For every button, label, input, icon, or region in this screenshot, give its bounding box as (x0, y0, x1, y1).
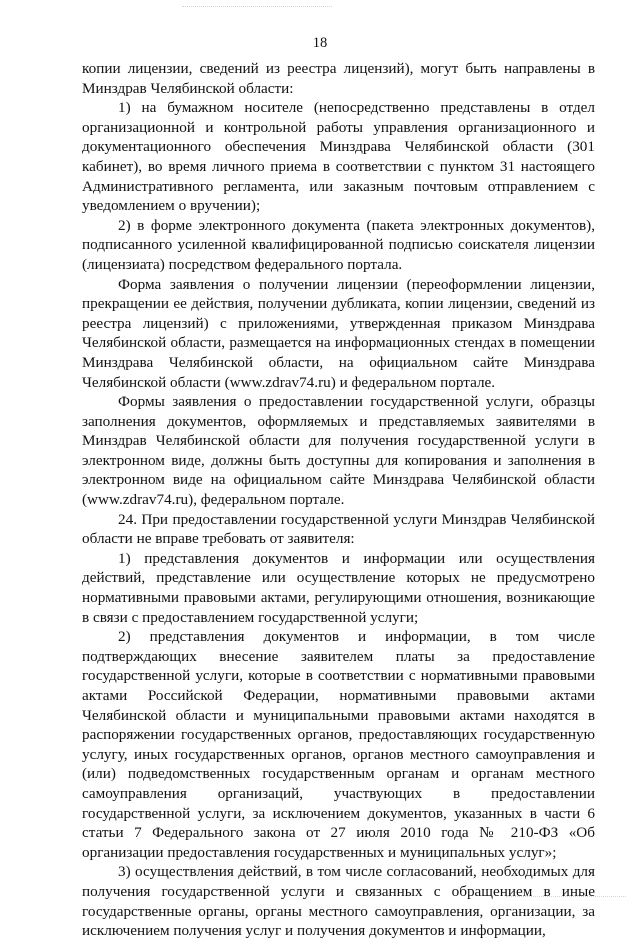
page-number: 18 (312, 35, 328, 51)
scan-artifact-bottom (506, 896, 626, 899)
paragraph-3: 2) в форме электронного документа (пакета электронных документов), подписанного усиленной квалифицированной подписью соискателя лицензии (лицензиата) посредством федерального портала. (82, 216, 595, 273)
document-body (82, 59, 595, 941)
paragraph-8: 2) представления документов и информации, в том числе подтверждающих внесение заявителем платы за предоставление государственной услуги, которые в соответствии с нормативными правовыми актами Российской Федерации, нормативными правовыми актами Челябинской области и муниципальными правовыми актами находятся в распоряжении государственных органов, предоставляющих государственную услугу, иных государственных органов, органов местного самоуправления и (или) подведомственных государственным органам и органам местного самоуправления организаций, участвующих в предоставлении государственной услуги, за исключением документов, указанных в части 6 статьи 7 Федерального закона от 27 июля 2010 года № 210-ФЗ «Об организации предоставления государственных и муниципальных услуг»; (82, 628, 595, 861)
scan-artifact-top (182, 6, 332, 9)
paragraph-9: 3) осуществления действий, в том числе согласований, необходимых для получения государственной услуги и связанных с обращением в иные государственные органы, органы местного самоуправления, организации, за исключением получения услуг и получения документов и информации, (82, 863, 595, 940)
paragraph-2: 1) на бумажном носителе (непосредственно представлены в отдел организационной и контрольной работы управления организационного и документационного обеспечения Минздрава Челябинской области (301 кабинет), во время личного приема в соответствии с пунктом 31 настоящего Административного регламента, или заказным почтовым отправлением с уведомлением о вручении); (82, 99, 595, 215)
paragraph-4: Форма заявления о получении лицензии (переоформлении лицензии, прекращении ее действия, получении дубликата, копии лицензии, сведений из реестра лицензий) с приложениями, утвержденная приказом Минздрава Челябинской области, размещается на информационных стендах в помещении Минздрава Челябинской области, на официальном сайте Минздрава Челябинской области (www.zdrav74.ru) и федеральном портале. (82, 275, 595, 391)
paragraph-5: Формы заявления о предоставлении государственной услуги, образцы заполнения документов, оформляемых и представляемых заявителями в Минздрав Челябинской области для получения государственной услуги в электронном виде, должны быть доступны для копирования и заполнения в электронном виде на официальном сайте Минздрава Челябинской области (www.zdrav74.ru), федеральном портале. (82, 393, 595, 509)
paragraph-7: 1) представления документов и информации или осуществления действий, представление или осуществление которых не предусмотрено нормативными правовыми актами, регулирующими отношения, возникающие в связи с предоставлением государственной услуги; (82, 549, 595, 626)
paragraph-6: 24. При предоставлении государственной услуги Минздрав Челябинской области не вправе требовать от заявителя: (82, 510, 595, 548)
paragraph-1: копии лицензии, сведений из реестра лицензий), могут быть направлены в Минздрав Челябинской области: (82, 60, 595, 97)
